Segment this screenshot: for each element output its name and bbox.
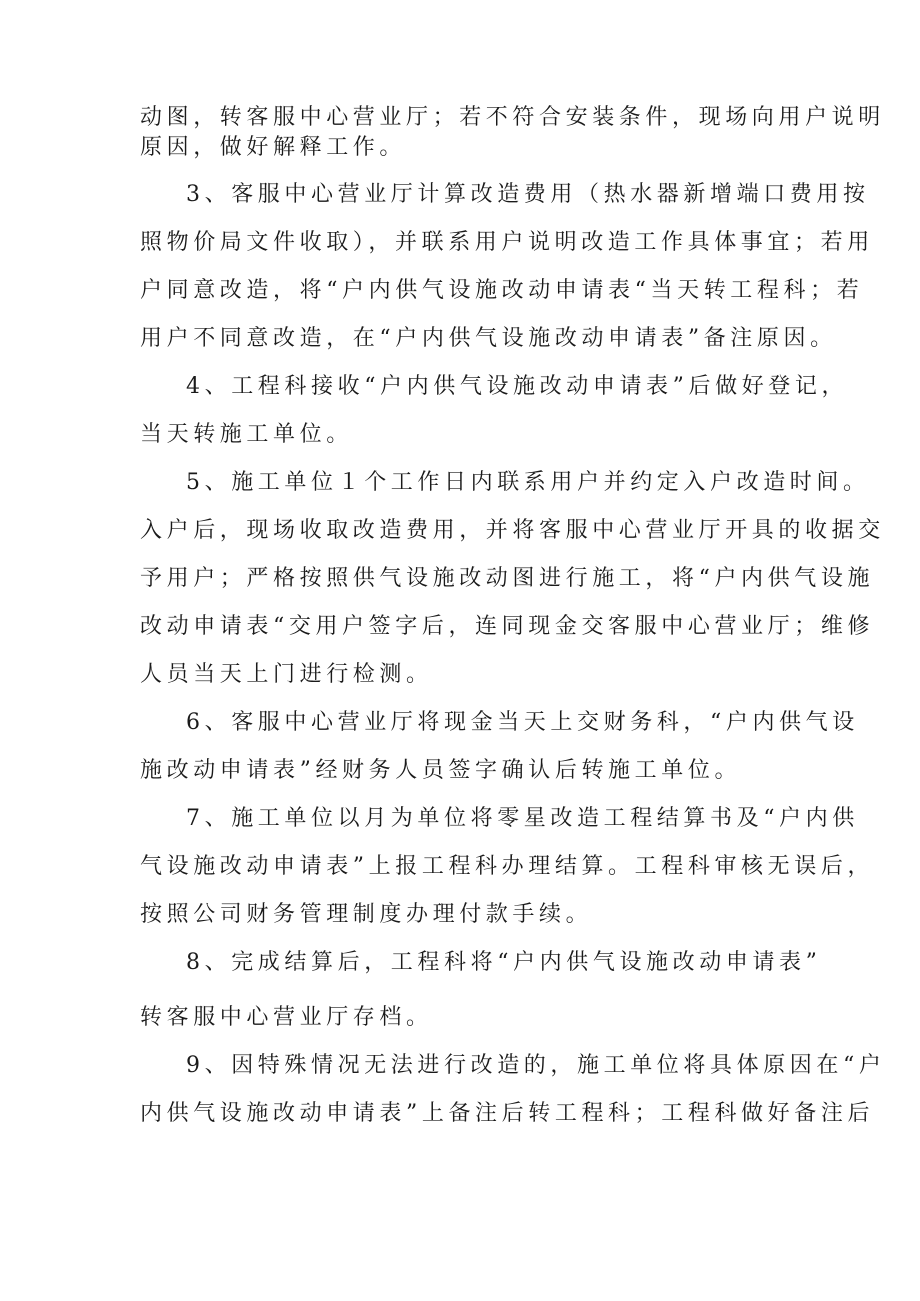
paragraph-8-line-1: 8、完成结算后，工程科将“户内供气设施改动申请表” bbox=[186, 950, 822, 975]
paragraph-8-line-2: 转客服中心营业厅存档。 bbox=[140, 1005, 433, 1030]
paragraph-5-line-4: 改动申请表“交用户签字后，连同现金交客服中心营业厅；维修 bbox=[140, 614, 875, 639]
paragraph-4-line-1: 4、工程科接收“户内供气设施改动申请表”后做好登记， bbox=[186, 374, 849, 399]
paragraph-7-line-1: 7、施工单位以月为单位将零星改造工程结算书及“户内供 bbox=[186, 806, 859, 831]
paragraph-7-line-3: 按照公司财务管理制度办理付款手续。 bbox=[140, 902, 593, 927]
paragraph-7-line-2: 气设施改动申请表”上报工程科办理结算。工程科审核无误后， bbox=[140, 854, 875, 879]
paragraph-6-line-2: 施改动申请表”经财务人员签字确认后转施工单位。 bbox=[140, 758, 742, 783]
paragraph-5-line-2: 入户后，现场收取改造费用，并将客服中心营业厅开具的收据交 bbox=[140, 518, 885, 543]
paragraph-3-line-3: 户同意改造，将“户内供气设施改动申请表“当天转工程科；若 bbox=[140, 278, 864, 303]
paragraph-5-line-3: 予用户；严格按照供气设施改动图进行施工，将“户内供气设施 bbox=[140, 566, 875, 591]
paragraph-4-line-2: 当天转施工单位。 bbox=[140, 422, 353, 447]
paragraph-9-line-2: 内供气设施改动申请表”上备注后转工程科；工程科做好备注后 bbox=[140, 1101, 875, 1126]
paragraph-3-line-2: 照物价局文件收取），并联系用户说明改造工作具体事宜；若用 bbox=[140, 230, 874, 255]
paragraph-9-line-1: 9、因特殊情况无法进行改造的，施工单位将具体原因在“户 bbox=[186, 1053, 886, 1078]
paragraph-6-line-1: 6、客服中心营业厅将现金当天上交财务科，“户内供气设 bbox=[186, 710, 859, 735]
paragraph-3-line-1: 3、客服中心营业厅计算改造费用（热水器新增端口费用按 bbox=[186, 182, 870, 207]
paragraph-5-line-5: 人员当天上门进行检测。 bbox=[140, 662, 433, 687]
paragraph-3-line-4: 用户不同意改造，在“户内供气设施改动申请表”备注原因。 bbox=[140, 326, 837, 351]
paragraph-5-line-1: 5、施工单位１个工作日内联系用户并约定入户改造时间。 bbox=[186, 470, 870, 495]
text-line-2: 原因，做好解释工作。 bbox=[140, 135, 407, 160]
text-line-1: 动图，转客服中心营业厅；若不符合安装条件，现场向用户说明 bbox=[140, 105, 885, 130]
